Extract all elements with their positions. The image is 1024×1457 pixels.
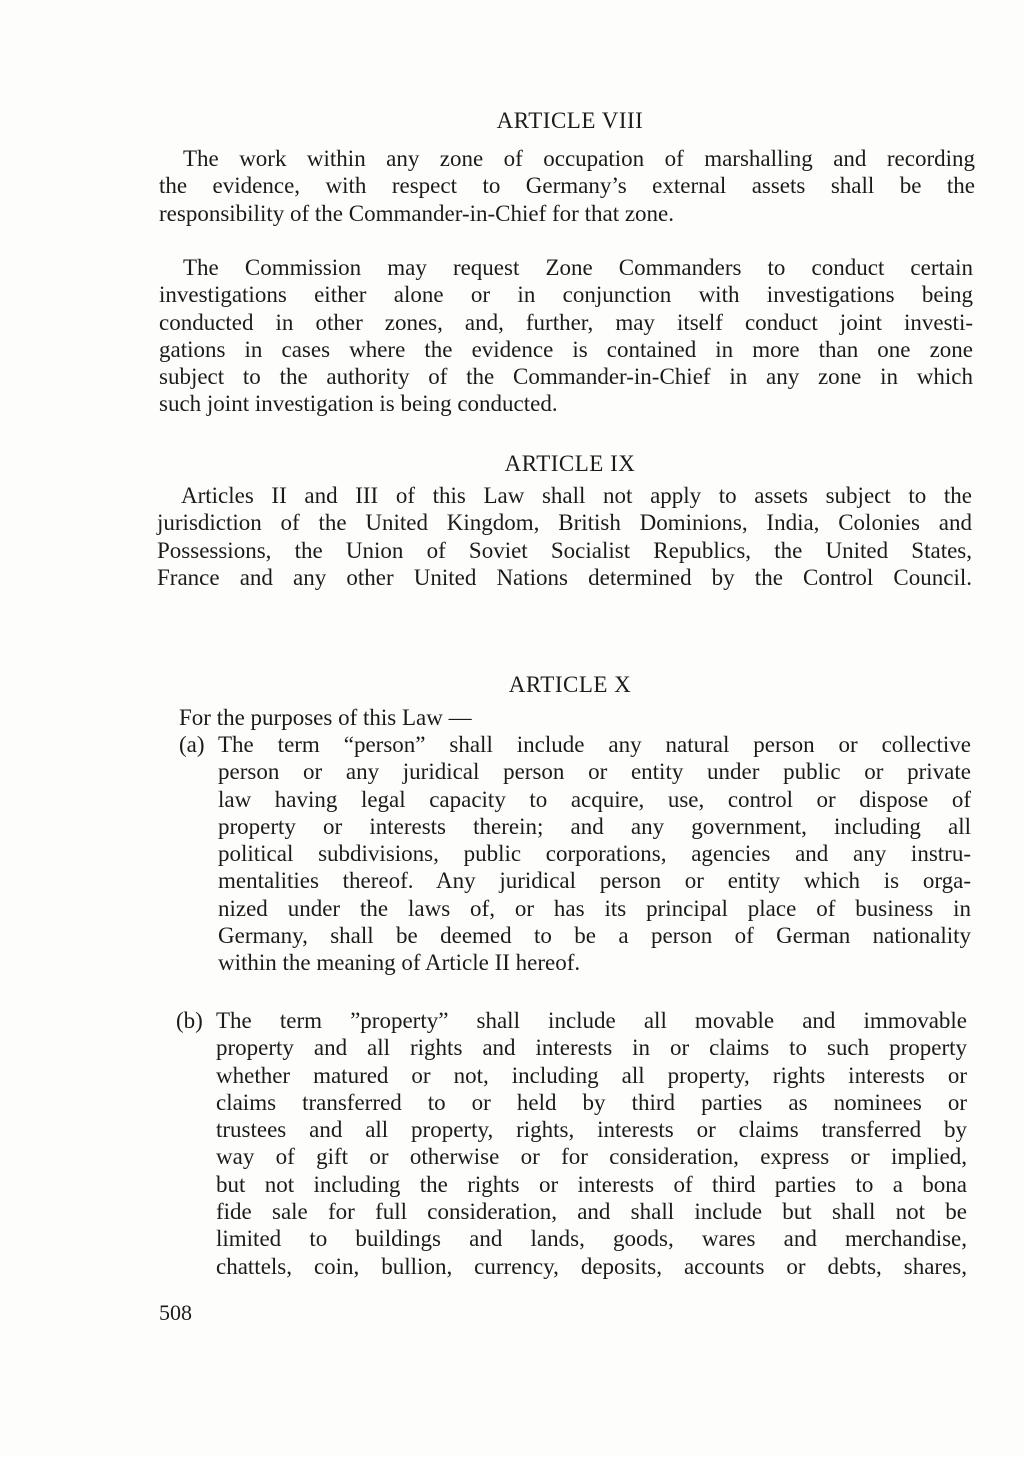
article-viii-heading: ARTICLE VIII (496, 108, 644, 133)
text-line: Possessions, the Union of Soviet Socialist Republics, the United States, (157, 537, 972, 563)
text-line: law having legal capacity to acquire, use, control or dispose of (218, 786, 971, 812)
text-line: trustees and all property, rights, interests or claims transferred by (216, 1117, 967, 1143)
text-line: way of gift or otherwise or for consideration, express or implied, (216, 1144, 967, 1170)
text-line: gations in cases where the evidence is contained in more than one zone (159, 336, 973, 362)
item-a-definition-person (218, 731, 971, 977)
article-x-intro: For the purposes of this Law — (179, 705, 472, 730)
page-number: 508 (159, 1300, 192, 1325)
text-line: conducted in other zones, and, further, may itself conduct joint investi- (159, 309, 973, 335)
text-line: investigations either alone or in conjunction with investigations being (159, 282, 973, 308)
text-line: within the meaning of Article II hereof. (218, 950, 581, 976)
text-line: The work within any zone of occupation of marshalling and recording (183, 146, 975, 171)
text-line: property or interests therein; and any government, including all (218, 813, 971, 839)
text-line: The term ”property” shall include all movable and immovable (216, 1008, 967, 1033)
text-line: France and any other United Nations determined by the Control Council. (157, 564, 972, 590)
text-line: political subdivisions, public corporations, agencies and any instru- (218, 841, 971, 867)
item-b-label: (b) (176, 1008, 203, 1033)
text-line: but not including the rights or interests of third parties to a bona (216, 1171, 967, 1197)
text-line: Germany, shall be deemed to be a person of German nationality (218, 923, 971, 949)
article-ix-paragraph (157, 482, 972, 591)
text-line: jurisdiction of the United Kingdom, British Dominions, India, Colonies and (157, 510, 972, 536)
text-line: mentalities thereof. Any juridical person or entity which is orga- (218, 868, 971, 894)
article-viii-paragraph-1 (159, 145, 975, 227)
text-line: chattels, coin, bullion, currency, deposits, accounts or debts, shares, (216, 1253, 967, 1279)
text-line: The term “person” shall include any natural person or collective (218, 732, 971, 757)
article-viii-paragraph-2 (159, 254, 973, 418)
text-line: subject to the authority of the Commander-in-Chief in any zone in which (159, 364, 973, 390)
text-line: limited to buildings and lands, goods, wares and merchandise, (216, 1226, 967, 1252)
text-line: the evidence, with respect to Germany’s external assets shall be the (159, 173, 975, 199)
text-line: property and all rights and interests in or claims to such property (216, 1035, 967, 1061)
text-line: fide sale for full consideration, and shall include but shall not be (216, 1199, 967, 1225)
article-ix-heading: ARTICLE IX (504, 451, 636, 476)
text-line: nized under the laws of, or has its principal place of business in (218, 895, 971, 921)
text-line: whether matured or not, including all property, rights interests or (216, 1062, 967, 1088)
item-b-definition-property (216, 1007, 967, 1280)
article-x-heading: ARTICLE X (508, 672, 632, 697)
item-a-label: (a) (179, 732, 205, 757)
text-line: person or any juridical person or entity under public or private (218, 759, 971, 785)
text-line: responsibility of the Commander-in-Chief for that zone. (159, 200, 674, 226)
text-line: claims transferred to or held by third parties as nominees or (216, 1089, 967, 1115)
text-line: such joint investigation is being conducted. (159, 391, 558, 417)
text-line: Articles II and III of this Law shall not apply to assets subject to the (181, 483, 972, 508)
text-line: The Commission may request Zone Commanders to conduct certain (183, 255, 973, 280)
